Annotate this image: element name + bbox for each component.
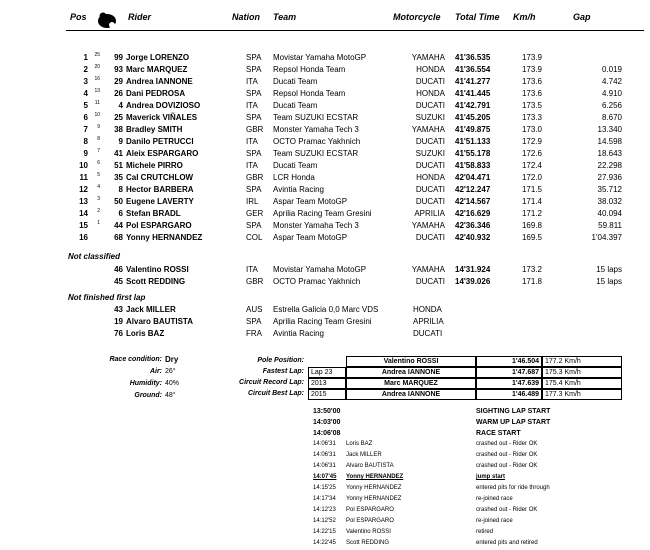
event-description: jump start xyxy=(476,474,506,480)
speed: 169.8 xyxy=(521,221,542,230)
event-time: 14:03'00 xyxy=(313,419,341,426)
table-row xyxy=(0,276,650,288)
gap: 22.298 xyxy=(597,161,622,170)
team-name: Aspar Team MotoGP xyxy=(273,233,348,242)
team-name: LCR Honda xyxy=(273,173,315,182)
grid-position: 5 xyxy=(97,172,100,178)
team-name: Estrella Galicia 0,0 Marc VDS xyxy=(273,305,379,314)
table-row xyxy=(0,232,650,244)
speed: 172.9 xyxy=(521,137,542,146)
total-time: 14'31.924 xyxy=(455,265,491,274)
motorcycle: DUCATI xyxy=(415,233,445,242)
table-row xyxy=(0,304,650,316)
nation: SPA xyxy=(246,53,262,62)
nation: SPA xyxy=(246,317,262,326)
nation: ITA xyxy=(246,137,258,146)
nation: SPA xyxy=(246,185,262,194)
total-time: 41'36.554 xyxy=(455,65,491,74)
event-rider: Loris BAZ xyxy=(346,441,373,447)
rider-name: Dani PEDROSA xyxy=(126,89,186,98)
speed: 172.0 xyxy=(521,173,542,182)
nation: SPA xyxy=(246,89,262,98)
grid-position: 1 xyxy=(97,220,100,226)
humidity-value: 40% xyxy=(165,380,180,387)
team-name: Ducati Team xyxy=(273,161,318,170)
team-name: OCTO Pramac Yakhnich xyxy=(273,137,361,146)
header-rider: Rider xyxy=(128,12,152,22)
grid-position: 25 xyxy=(94,52,100,58)
speed: 171.8 xyxy=(521,277,542,286)
total-time: 42'12.247 xyxy=(455,185,491,194)
event-rider: Yonny HERNANDEZ xyxy=(346,474,404,480)
gap: 15 laps xyxy=(596,265,622,274)
speed: 171.2 xyxy=(521,209,542,218)
record-extra: Lap 23 xyxy=(308,367,346,378)
record-speed: 175.4 Km/h xyxy=(542,378,622,389)
event-description: RACE START xyxy=(476,430,521,437)
gap: 13.340 xyxy=(597,125,622,134)
rider-name: Maverick VIÑALES xyxy=(126,113,198,122)
event-rider: Pol ESPARGARO xyxy=(346,507,394,513)
gap: 38.032 xyxy=(597,197,622,206)
motorcycle: SUZUKI xyxy=(415,149,445,158)
motorcycle: DUCATI xyxy=(415,77,445,86)
rider-number: 50 xyxy=(114,197,123,206)
speed: 173.9 xyxy=(521,53,542,62)
rider-name: Stefan BRADL xyxy=(126,209,181,218)
record-time: 1'46.489 xyxy=(476,389,542,400)
rider-number: 46 xyxy=(114,265,123,274)
motorcycle: SUZUKI xyxy=(415,113,445,122)
event-rider: Yonny HERNANDEZ xyxy=(346,485,402,491)
position: 10 xyxy=(79,161,88,170)
record-rider: Marc MARQUEZ xyxy=(346,378,476,389)
rider-name: Valentino ROSSI xyxy=(126,265,189,274)
gap: 40.094 xyxy=(597,209,622,218)
position: 11 xyxy=(79,173,88,182)
position: 3 xyxy=(83,77,88,86)
event-time: 14:22'45 xyxy=(313,540,336,546)
table-header xyxy=(0,9,650,29)
rider-number: 51 xyxy=(114,161,123,170)
event-time: 14:07'45 xyxy=(313,474,337,480)
header-total-time: Total Time xyxy=(455,12,500,22)
record-time: 1'47.687 xyxy=(476,367,542,378)
rider-number: 19 xyxy=(114,317,123,326)
nation: GBR xyxy=(246,173,264,182)
gap: 0.019 xyxy=(601,65,622,74)
motorcycle: YAMAHA xyxy=(411,221,445,230)
nation: GBR xyxy=(246,277,264,286)
speed: 173.9 xyxy=(521,65,542,74)
rider-name: Scott REDDING xyxy=(126,277,186,286)
gap: 18.643 xyxy=(597,149,622,158)
total-time: 41'58.833 xyxy=(455,161,491,170)
rider-number: 29 xyxy=(114,77,123,86)
event-description: re-joined race xyxy=(476,496,513,502)
event-description: entered pits and retired xyxy=(476,540,538,546)
header-kmh: Km/h xyxy=(513,12,536,22)
speed: 172.6 xyxy=(521,149,542,158)
event-rider: Yonny HERNANDEZ xyxy=(346,496,402,502)
speed: 169.5 xyxy=(521,233,542,242)
rider-number: 44 xyxy=(114,221,123,230)
position: 1 xyxy=(83,53,88,62)
motorcycle: DUCATI xyxy=(415,101,445,110)
event-row xyxy=(0,538,650,549)
position: 4 xyxy=(83,89,88,98)
motorcycle: HONDA xyxy=(413,305,442,314)
total-time: 42'16.629 xyxy=(455,209,491,218)
event-row xyxy=(0,516,650,527)
record-extra: 2015 xyxy=(308,389,346,400)
total-time: 42'40.932 xyxy=(455,233,491,242)
gap: 8.670 xyxy=(601,113,622,122)
rider-number: 4 xyxy=(118,101,123,110)
header-motorcycle: Motorcycle xyxy=(393,12,441,22)
motorcycle: DUCATI xyxy=(415,277,445,286)
team-name: Repsol Honda Team xyxy=(273,65,346,74)
rider-number: 35 xyxy=(114,173,123,182)
rider-name: Andrea DOVIZIOSO xyxy=(126,101,201,110)
not-finished-title: Not finished first lap xyxy=(68,293,146,302)
grid-position: 10 xyxy=(94,112,100,118)
motorcycle: DUCATI xyxy=(415,161,445,170)
position: 13 xyxy=(79,197,88,206)
rider-name: Danilo PETRUCCI xyxy=(126,137,194,146)
motorcycle: YAMAHA xyxy=(411,125,445,134)
team-name: Ducati Team xyxy=(273,101,318,110)
total-time: 41'55.178 xyxy=(455,149,491,158)
rider-silhouette-icon xyxy=(96,11,118,29)
nation: COL xyxy=(246,233,263,242)
nation: AUS xyxy=(246,305,263,314)
rider-name: Jorge LORENZO xyxy=(126,53,190,62)
total-time: 41'36.535 xyxy=(455,53,491,62)
event-description: SIGHTING LAP START xyxy=(476,408,551,415)
rider-name: Eugene LAVERTY xyxy=(126,197,194,206)
speed: 173.0 xyxy=(521,125,542,134)
rider-number: 76 xyxy=(114,329,123,338)
team-name: Repsol Honda Team xyxy=(273,89,346,98)
motorcycle: APRILIA xyxy=(413,317,444,326)
team-name: Ducati Team xyxy=(273,77,318,86)
total-time: 41'41.277 xyxy=(455,77,491,86)
motorcycle: HONDA xyxy=(416,89,445,98)
air-label: Air: xyxy=(149,368,162,375)
rider-number: 99 xyxy=(114,53,123,62)
record-rider: Andrea IANNONE xyxy=(346,367,476,378)
gap: 14.598 xyxy=(597,137,622,146)
event-row xyxy=(0,439,650,450)
event-row xyxy=(0,527,650,538)
nation: SPA xyxy=(246,65,262,74)
rider-number: 9 xyxy=(118,137,123,146)
total-time: 41'41.445 xyxy=(455,89,491,98)
speed: 173.6 xyxy=(521,77,542,86)
event-time: 14:06'31 xyxy=(313,441,336,447)
race-condition-value: Dry xyxy=(165,355,179,364)
motorcycle: DUCATI xyxy=(415,185,445,194)
rider-name: Pol ESPARGARO xyxy=(126,221,192,230)
motorcycle: YAMAHA xyxy=(411,265,445,274)
grid-position: 8 xyxy=(97,136,100,142)
gap: 1'04.397 xyxy=(591,233,622,242)
position: 8 xyxy=(83,137,88,146)
total-time: 41'42.791 xyxy=(455,101,491,110)
rider-number: 41 xyxy=(114,149,123,158)
rider-name: Yonny HERNANDEZ xyxy=(126,233,203,242)
rider-number: 38 xyxy=(114,125,123,134)
team-name: Team SUZUKI ECSTAR xyxy=(273,113,359,122)
team-name: Movistar Yamaha MotoGP xyxy=(273,53,367,62)
motorcycle: DUCATI xyxy=(415,137,445,146)
nation: GBR xyxy=(246,125,264,134)
speed: 173.2 xyxy=(521,265,542,274)
rider-number: 25 xyxy=(114,113,123,122)
position: 14 xyxy=(79,209,88,218)
table-row xyxy=(0,316,650,328)
team-name: Monster Yamaha Tech 3 xyxy=(273,221,359,230)
event-row xyxy=(0,428,650,439)
gap: 15 laps xyxy=(596,277,622,286)
record-label: Circuit Record Lap: xyxy=(239,379,304,386)
nation: SPA xyxy=(246,221,262,230)
event-rider: Scott REDDING xyxy=(346,540,390,546)
event-row xyxy=(0,406,650,417)
event-time: 14:12'23 xyxy=(313,507,336,513)
event-row xyxy=(0,472,650,483)
total-time: 42'14.567 xyxy=(455,197,491,206)
gap: 27.936 xyxy=(597,173,622,182)
total-time: 42'36.346 xyxy=(455,221,491,230)
race-condition-label: Race condition: xyxy=(109,356,162,363)
position: 16 xyxy=(79,233,88,242)
speed: 171.4 xyxy=(521,197,542,206)
speed: 173.5 xyxy=(521,101,542,110)
event-row xyxy=(0,461,650,472)
nation: ITA xyxy=(246,101,258,110)
table-row xyxy=(0,328,650,340)
grid-position: 20 xyxy=(94,64,100,70)
event-row xyxy=(0,417,650,428)
rider-number: 6 xyxy=(118,209,123,218)
event-rider: Jack MILLER xyxy=(346,452,382,458)
record-rider: Andrea IANNONE xyxy=(346,389,476,400)
rider-name: Bradley SMITH xyxy=(126,125,183,134)
air-value: 26° xyxy=(165,368,176,375)
position: 6 xyxy=(83,113,88,122)
position: 2 xyxy=(83,65,88,74)
speed: 171.5 xyxy=(521,185,542,194)
rider-number: 45 xyxy=(114,277,123,286)
rider-name: Alvaro BAUTISTA xyxy=(126,317,193,326)
record-time: 1'46.504 xyxy=(476,356,542,367)
record-speed: 177.3 Km/h xyxy=(542,389,622,400)
ground-value: 48° xyxy=(165,392,176,399)
event-description: crashed out - Rider OK xyxy=(476,441,538,447)
event-time: 13:50'00 xyxy=(313,408,341,415)
event-time: 14:12'52 xyxy=(313,518,336,524)
event-row xyxy=(0,494,650,505)
team-name: Aprilia Racing Team Gresini xyxy=(273,209,372,218)
header-gap: Gap xyxy=(573,12,591,22)
rider-name: Cal CRUTCHLOW xyxy=(126,173,194,182)
record-label: Circuit Best Lap: xyxy=(247,390,304,397)
rider-name: Marc MARQUEZ xyxy=(126,65,188,74)
nation: ITA xyxy=(246,265,258,274)
record-rider: Valentino ROSSI xyxy=(346,356,476,367)
rider-name: Michele PIRRO xyxy=(126,161,183,170)
event-description: re-joined race xyxy=(476,518,513,524)
event-time: 14:06'31 xyxy=(313,463,336,469)
grid-position: 6 xyxy=(97,160,100,166)
rider-name: Loris BAZ xyxy=(126,329,165,338)
total-time: 14'39.026 xyxy=(455,277,491,286)
event-time: 14:06'31 xyxy=(313,452,336,458)
position: 15 xyxy=(79,221,88,230)
rider-number: 43 xyxy=(114,305,123,314)
event-description: crashed out - Rider OK xyxy=(476,463,538,469)
position: 7 xyxy=(83,125,88,134)
position: 5 xyxy=(83,101,88,110)
total-time: 41'51.133 xyxy=(455,137,491,146)
event-description: retired xyxy=(476,529,494,535)
event-row xyxy=(0,483,650,494)
header-divider xyxy=(66,30,644,31)
grid-position: 3 xyxy=(97,196,100,202)
rider-name: Hector BARBERA xyxy=(126,185,194,194)
gap: 35.712 xyxy=(597,185,622,194)
rider-name: Aleix ESPARGARO xyxy=(126,149,199,158)
rider-number: 68 xyxy=(114,233,123,242)
team-name: Movistar Yamaha MotoGP xyxy=(273,265,367,274)
rider-name: Jack MILLER xyxy=(126,305,176,314)
header-nation: Nation xyxy=(232,12,260,22)
event-row xyxy=(0,505,650,516)
grid-position: 16 xyxy=(94,76,100,82)
event-time: 14:06'08 xyxy=(313,430,341,437)
team-name: Avintia Racing xyxy=(273,329,324,338)
total-time: 41'45.205 xyxy=(455,113,491,122)
nation: SPA xyxy=(246,149,262,158)
event-time: 14:17'34 xyxy=(313,496,336,502)
motorcycle: DUCATI xyxy=(413,329,443,338)
motorcycle: HONDA xyxy=(416,173,445,182)
rider-number: 8 xyxy=(118,185,123,194)
not-classified-title: Not classified xyxy=(68,252,121,261)
record-speed: 175.3 Km/h xyxy=(542,367,622,378)
team-name: Monster Yamaha Tech 3 xyxy=(273,125,359,134)
motorcycle: HONDA xyxy=(416,65,445,74)
event-row xyxy=(0,450,650,461)
table-row xyxy=(0,220,650,232)
event-time: 14:15'25 xyxy=(313,485,336,491)
event-rider: Valentino ROSSI xyxy=(346,529,391,535)
speed: 172.4 xyxy=(521,161,542,170)
table-row xyxy=(0,264,650,276)
rider-number: 93 xyxy=(114,65,123,74)
event-rider: Alvaro BAUTISTA xyxy=(346,463,394,469)
team-name: Aprilia Racing Team Gresini xyxy=(273,317,372,326)
event-description: crashed out - Rider OK xyxy=(476,452,538,458)
team-name: Avintia Racing xyxy=(273,185,324,194)
gap: 4.742 xyxy=(601,77,622,86)
total-time: 41'49.875 xyxy=(455,125,491,134)
nation: FRA xyxy=(246,329,262,338)
total-time: 42'04.471 xyxy=(455,173,491,182)
motorcycle: DUCATI xyxy=(415,197,445,206)
grid-position: 7 xyxy=(97,148,100,154)
motorcycle: YAMAHA xyxy=(411,53,445,62)
grid-position: 4 xyxy=(97,184,100,190)
gap: 4.910 xyxy=(601,89,622,98)
header-pos: Pos xyxy=(70,12,87,22)
event-time: 14:22'15 xyxy=(313,529,336,535)
team-name: Team SUZUKI ECSTAR xyxy=(273,149,359,158)
team-name: OCTO Pramac Yakhnich xyxy=(273,277,361,286)
event-description: entered pits for ride through xyxy=(476,485,550,491)
header-team: Team xyxy=(273,12,297,22)
grid-position: 11 xyxy=(94,100,100,106)
humidity-label: Humidity: xyxy=(129,380,162,387)
nation: ITA xyxy=(246,77,258,86)
nation: SPA xyxy=(246,113,262,122)
gap: 59.811 xyxy=(598,221,622,230)
record-time: 1'47.639 xyxy=(476,378,542,389)
record-speed: 177.2 Km/h xyxy=(542,356,622,367)
event-rider: Pol ESPARGARO xyxy=(346,518,394,524)
record-extra: 2013 xyxy=(308,378,346,389)
rider-name: Andrea IANNONE xyxy=(126,77,193,86)
team-name: Aspar Team MotoGP xyxy=(273,197,348,206)
motorcycle: APRILIA xyxy=(414,209,445,218)
speed: 173.3 xyxy=(521,113,542,122)
grid-position: 9 xyxy=(97,124,100,130)
nation: IRL xyxy=(246,197,259,206)
grid-position: 13 xyxy=(94,88,100,94)
position: 12 xyxy=(79,185,88,194)
record-label: Pole Position: xyxy=(257,357,304,364)
event-description: crashed out - Rider OK xyxy=(476,507,538,513)
position: 9 xyxy=(83,149,88,158)
speed: 173.6 xyxy=(521,89,542,98)
rider-number: 26 xyxy=(114,89,123,98)
nation: GER xyxy=(246,209,264,218)
grid-position: 2 xyxy=(97,208,100,214)
ground-label: Ground: xyxy=(134,392,162,399)
gap: 6.256 xyxy=(601,101,622,110)
nation: ITA xyxy=(246,161,258,170)
record-label: Fastest Lap: xyxy=(262,368,304,375)
event-description: WARM UP LAP START xyxy=(476,419,551,426)
